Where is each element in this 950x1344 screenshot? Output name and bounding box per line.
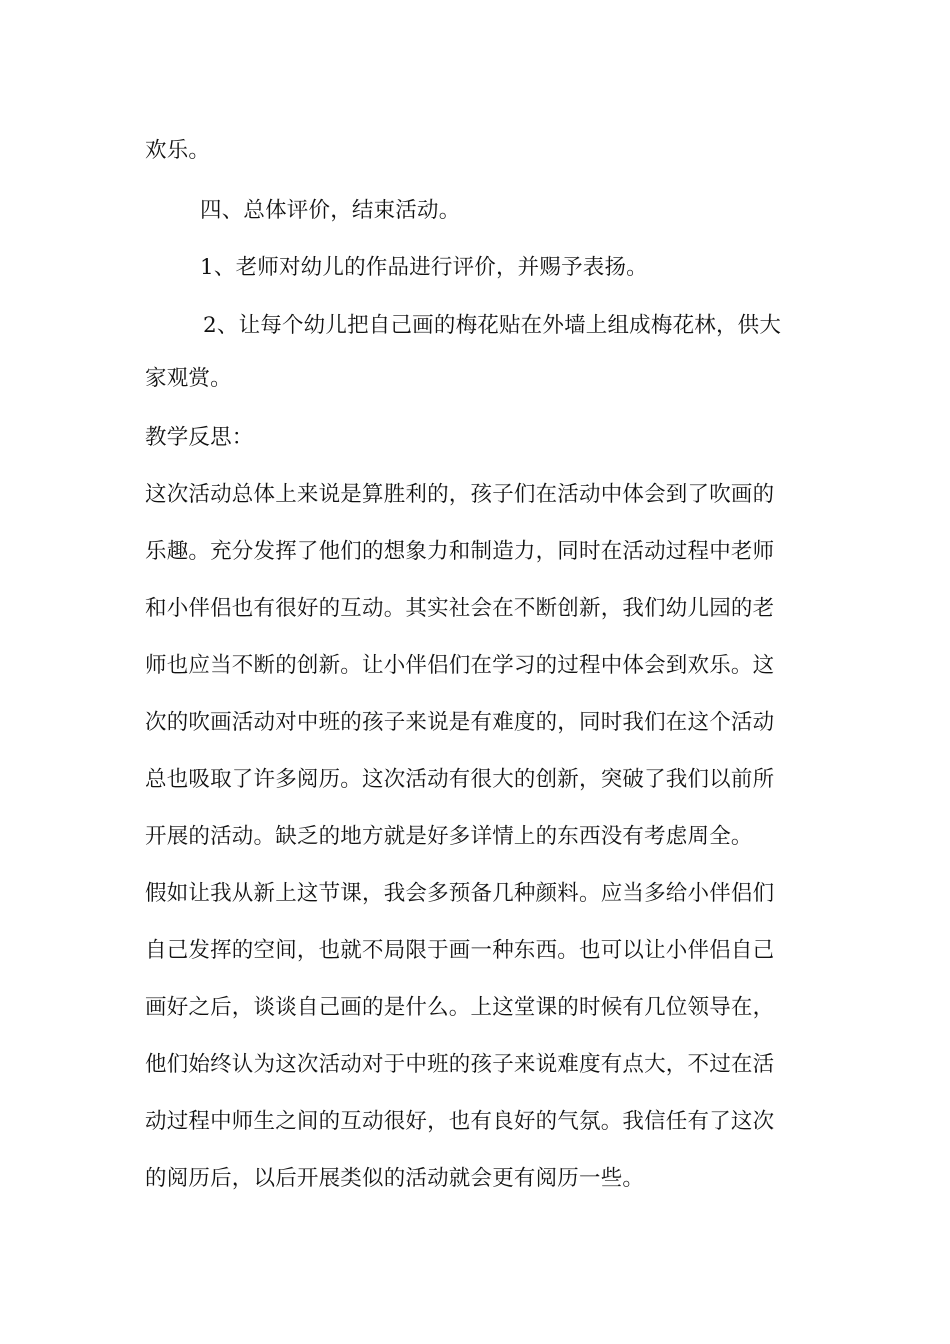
paragraph-line: 总也吸取了许多阅历。这次活动有很大的创新，突破了我们以前所 [145, 767, 775, 792]
paragraph-line: 这次活动总体上来说是算胜利的，孩子们在活动中体会到了吹画的 [145, 482, 775, 507]
paragraph-line: 假如让我从新上这节课，我会多预备几种颜料。应当多给小伴侣们 [145, 881, 775, 906]
paragraph-line: 动过程中师生之间的互动很好，也有良好的气氛。我信任有了这次 [145, 1109, 775, 1134]
paragraph-line: 的阅历后，以后开展类似的活动就会更有阅历一些。 [145, 1166, 645, 1191]
list-item: 1、老师对幼儿的作品进行评价，并赐予表扬。 [200, 255, 648, 280]
text-line: 欢乐。 [145, 138, 211, 163]
section-heading: 四、总体评价，结束活动。 [200, 198, 461, 223]
paragraph-line: 和小伴侣也有很好的互动。其实社会在不断创新，我们幼儿园的老 [145, 596, 775, 621]
paragraph-line: 开展的活动。缺乏的地方就是好多详情上的东西没有考虑周全。 [145, 824, 753, 849]
list-item: 2、让每个幼儿把自己画的梅花贴在外墙上组成梅花林，供大 [203, 313, 782, 338]
text-line: 家观赏。 [145, 366, 232, 391]
paragraph-line: 次的吹画活动对中班的孩子来说是有难度的，同时我们在这个活动 [145, 710, 775, 735]
paragraph-line: 师也应当不断的创新。让小伴侣们在学习的过程中体会到欢乐。这 [145, 653, 775, 678]
paragraph-line: 自己发挥的空间，也就不局限于画一种东西。也可以让小伴侣自己 [145, 938, 775, 963]
section-heading: 教学反思： [145, 425, 254, 450]
paragraph-line: 画好之后，谈谈自己画的是什么。上这堂课的时候有几位领导在， [145, 995, 775, 1020]
paragraph-line: 他们始终认为这次活动对于中班的孩子来说难度有点大，不过在活 [145, 1052, 775, 1077]
paragraph-line: 乐趣。充分发挥了他们的想象力和制造力，同时在活动过程中老师 [145, 539, 775, 564]
